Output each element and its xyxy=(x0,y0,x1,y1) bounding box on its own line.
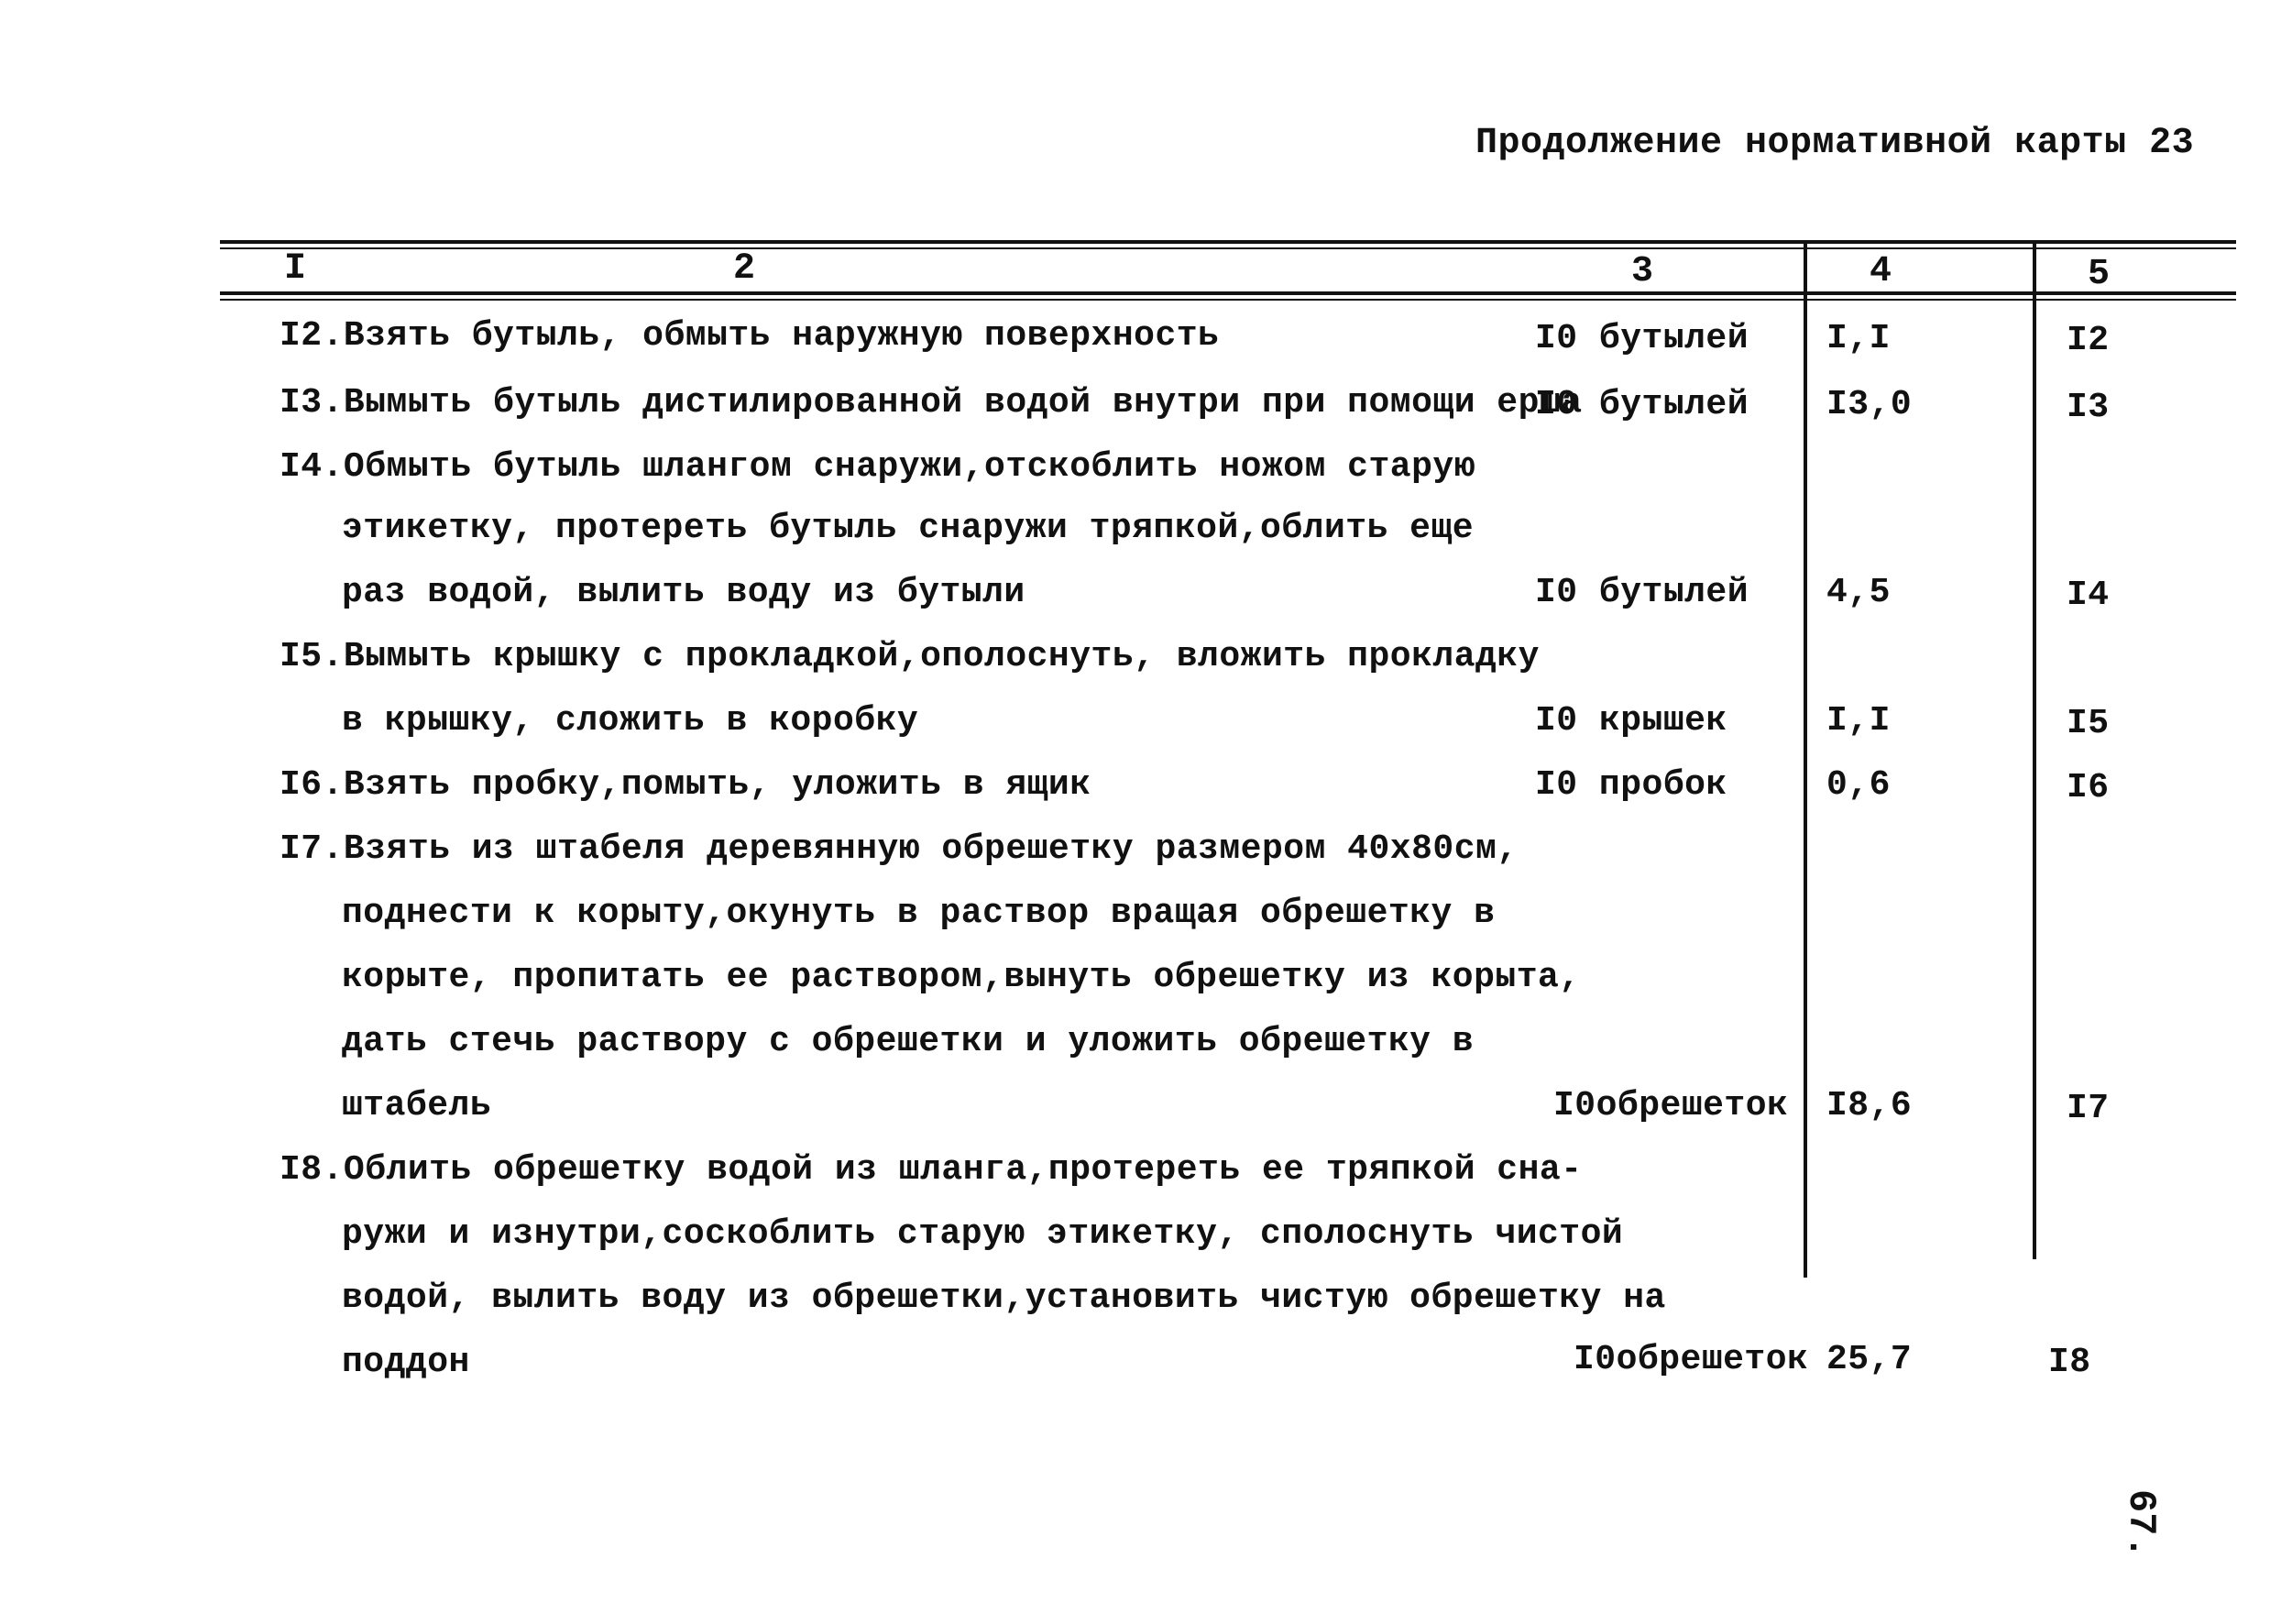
row-18-text-3: водой, вылить воду из обрешетки,установить чистую обрешетку на xyxy=(342,1278,1666,1318)
table-header-rule xyxy=(220,291,2236,295)
table-top-rule-2 xyxy=(220,247,2236,249)
row-14-text-1: I4.Обмыть бутыль шлангом снаружи,отскоблить ножом старую xyxy=(280,447,1476,487)
row-14-value: 4,5 xyxy=(1826,573,1891,612)
row-15-text-1: I5.Вымыть крышку с прокладкой,ополоснуть, вложить прокладку xyxy=(280,637,1540,676)
row-18-text-4: поддон xyxy=(342,1343,470,1382)
column-header-2: 2 xyxy=(733,248,756,290)
row-17-text-1: I7.Взять из штабеля деревянную обрешетку размером 40х80см, xyxy=(280,829,1519,869)
row-13-text-1: I3.Вымыть бутыль дистилированной водой внутри при помощи ерша xyxy=(280,383,1583,422)
row-18-num: I8 xyxy=(2048,1343,2091,1382)
row-17-unit: I0обрешеток xyxy=(1553,1086,1789,1125)
row-15-text-2: в крышку, сложить в коробку xyxy=(342,701,919,741)
row-12-value: I,I xyxy=(1826,319,1891,358)
row-17-text-3: корыте, пропитать ее раствором,вынуть обрешетку из корыта, xyxy=(342,958,1581,997)
row-14-text-3: раз водой, вылить воду из бутыли xyxy=(342,573,1025,612)
row-14-unit: I0 бутылей xyxy=(1535,573,1749,612)
row-17-value: I8,6 xyxy=(1826,1086,1913,1125)
row-18-value: 25,7 xyxy=(1826,1340,1913,1379)
row-13-value: I3,0 xyxy=(1826,385,1913,424)
row-16-num: I6 xyxy=(2067,768,2110,807)
row-12-text-1: I2.Взять бутыль, обмыть наружную поверхность xyxy=(280,316,1220,356)
row-16-text-1: I6.Взять пробку,помыть, уложить в ящик xyxy=(280,765,1091,805)
row-15-num: I5 xyxy=(2067,704,2110,743)
row-17-text-2: поднести к корыту,окунуть в раствор вращая обрешетку в xyxy=(342,894,1496,933)
row-16-unit: I0 пробок xyxy=(1535,765,1727,805)
row-16-value: 0,6 xyxy=(1826,765,1891,805)
row-13-num: I3 xyxy=(2067,388,2110,427)
row-17-text-5: штабель xyxy=(342,1086,492,1125)
column-header-3: 3 xyxy=(1631,251,1654,292)
column-header-1: I xyxy=(284,248,307,290)
row-18-text-1: I8.Облить обрешетку водой из шланга,протереть ее тряпкой сна- xyxy=(280,1150,1583,1190)
column-header-4: 4 xyxy=(1870,251,1892,292)
row-12-unit: I0 бутылей xyxy=(1535,319,1749,358)
table-top-rule xyxy=(220,240,2236,244)
column-divider-5 xyxy=(2033,242,2036,1259)
column-header-5: 5 xyxy=(2088,254,2111,295)
row-18-text-2: ружи и изнутри,соскоблить старую этикетку, сполоснуть чистой xyxy=(342,1214,1624,1254)
row-17-text-4: дать стечь раствору с обрешетки и уложить обрешетку в xyxy=(342,1022,1475,1061)
row-14-text-2: этикетку, протереть бутыль снаружи тряпкой,облить еще xyxy=(342,509,1475,548)
row-14-num: I4 xyxy=(2067,576,2110,615)
row-17-num: I7 xyxy=(2067,1089,2110,1128)
table-header-rule-2 xyxy=(220,299,2236,301)
column-divider-4 xyxy=(1804,242,1807,1278)
row-18-unit: I0обрешеток xyxy=(1574,1340,1809,1379)
row-15-unit: I0 крышек xyxy=(1535,701,1727,741)
row-13-unit: I0 бутылей xyxy=(1535,385,1749,424)
row-12-num: I2 xyxy=(2067,321,2110,360)
page-title: Продолжение нормативной карты 23 xyxy=(1475,123,2195,164)
page-number: 67. xyxy=(2119,1489,2163,1559)
row-15-value: I,I xyxy=(1826,701,1891,741)
